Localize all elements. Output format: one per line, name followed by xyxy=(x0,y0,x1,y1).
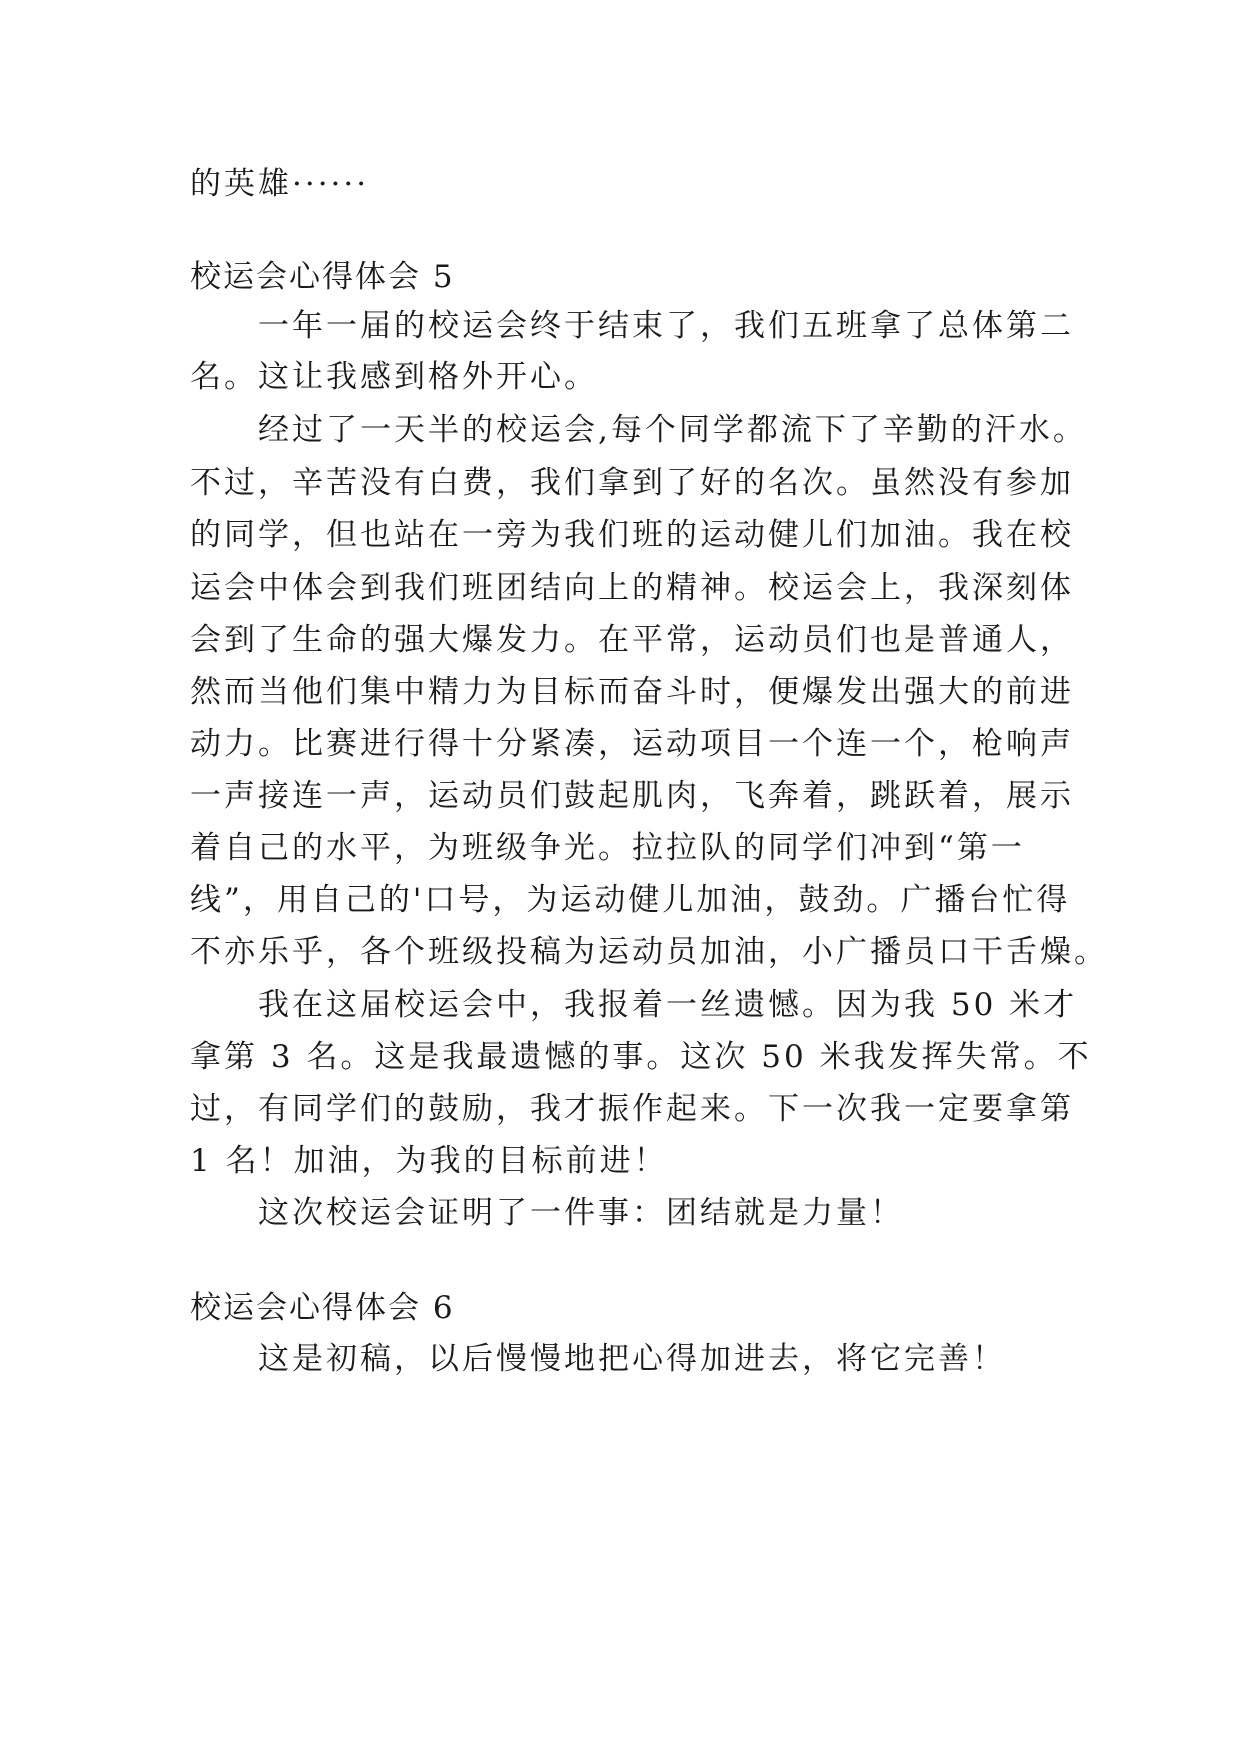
paragraph-line: 过，有同学们的鼓励，我才振作起来。下一次我一定要拿第 xyxy=(190,1091,1074,1127)
paragraph-line: 然而当他们集中精力为目标而奋斗时，便爆发出强大的前进 xyxy=(190,674,1074,710)
paragraph-line: 1 名！加油，为我的目标前进！ xyxy=(190,1143,668,1179)
paragraph-line: 不过，辛苦没有白费，我们拿到了好的名次。虽然没有参加 xyxy=(190,465,1074,501)
paragraph-line: 运会中体会到我们班团结向上的精神。校运会上，我深刻体 xyxy=(190,570,1074,606)
paragraph-line: 名。这让我感到格外开心。 xyxy=(190,359,598,395)
section-5-heading: 校运会心得体会 5 xyxy=(190,259,455,295)
paragraph-line: 这次校运会证明了一件事：团结就是力量！ xyxy=(258,1195,904,1231)
paragraph-line: 一声接连一声，运动员们鼓起肌肉，飞奔着，跳跃着，展示 xyxy=(190,778,1074,814)
paragraph-line: 一年一届的校运会终于结束了，我们五班拿了总体第二 xyxy=(258,308,1074,344)
paragraph-line: 会到了生命的强大爆发力。在平常，运动员们也是普通人， xyxy=(190,622,1074,658)
paragraph-line: 不亦乐乎，各个班级投稿为运动员加油，小广播员口干舌燥。 xyxy=(190,934,1108,970)
paragraph-line: 的同学，但也站在一旁为我们班的运动健儿们加油。我在校 xyxy=(190,517,1074,553)
paragraph-line: 动力。比赛进行得十分紧凑，运动项目一个连一个，枪响声 xyxy=(190,726,1074,762)
paragraph-line: 着自己的水平，为班级争光。拉拉队的同学们冲到“第一 xyxy=(190,830,1025,866)
paragraph-line: 经过了一天半的校运会,每个同学都流下了辛勤的汗水。 xyxy=(258,412,1087,448)
paragraph-line: 线”，用自己的'口号，为运动健儿加油，鼓劲。广播台忙得 xyxy=(190,882,1071,918)
paragraph-line: 我在这届校运会中，我报着一丝遗憾。因为我 50 米才 xyxy=(258,987,1078,1023)
paragraph-line: 这是初稿，以后慢慢地把心得加进去，将它完善！ xyxy=(258,1341,1006,1377)
paragraph-line: 拿第 3 名。这是我最遗憾的事。这次 50 米我发挥失常。不 xyxy=(190,1039,1092,1075)
section-6-heading: 校运会心得体会 6 xyxy=(190,1290,455,1326)
intro-tail-text: 的英雄······ xyxy=(190,166,370,202)
